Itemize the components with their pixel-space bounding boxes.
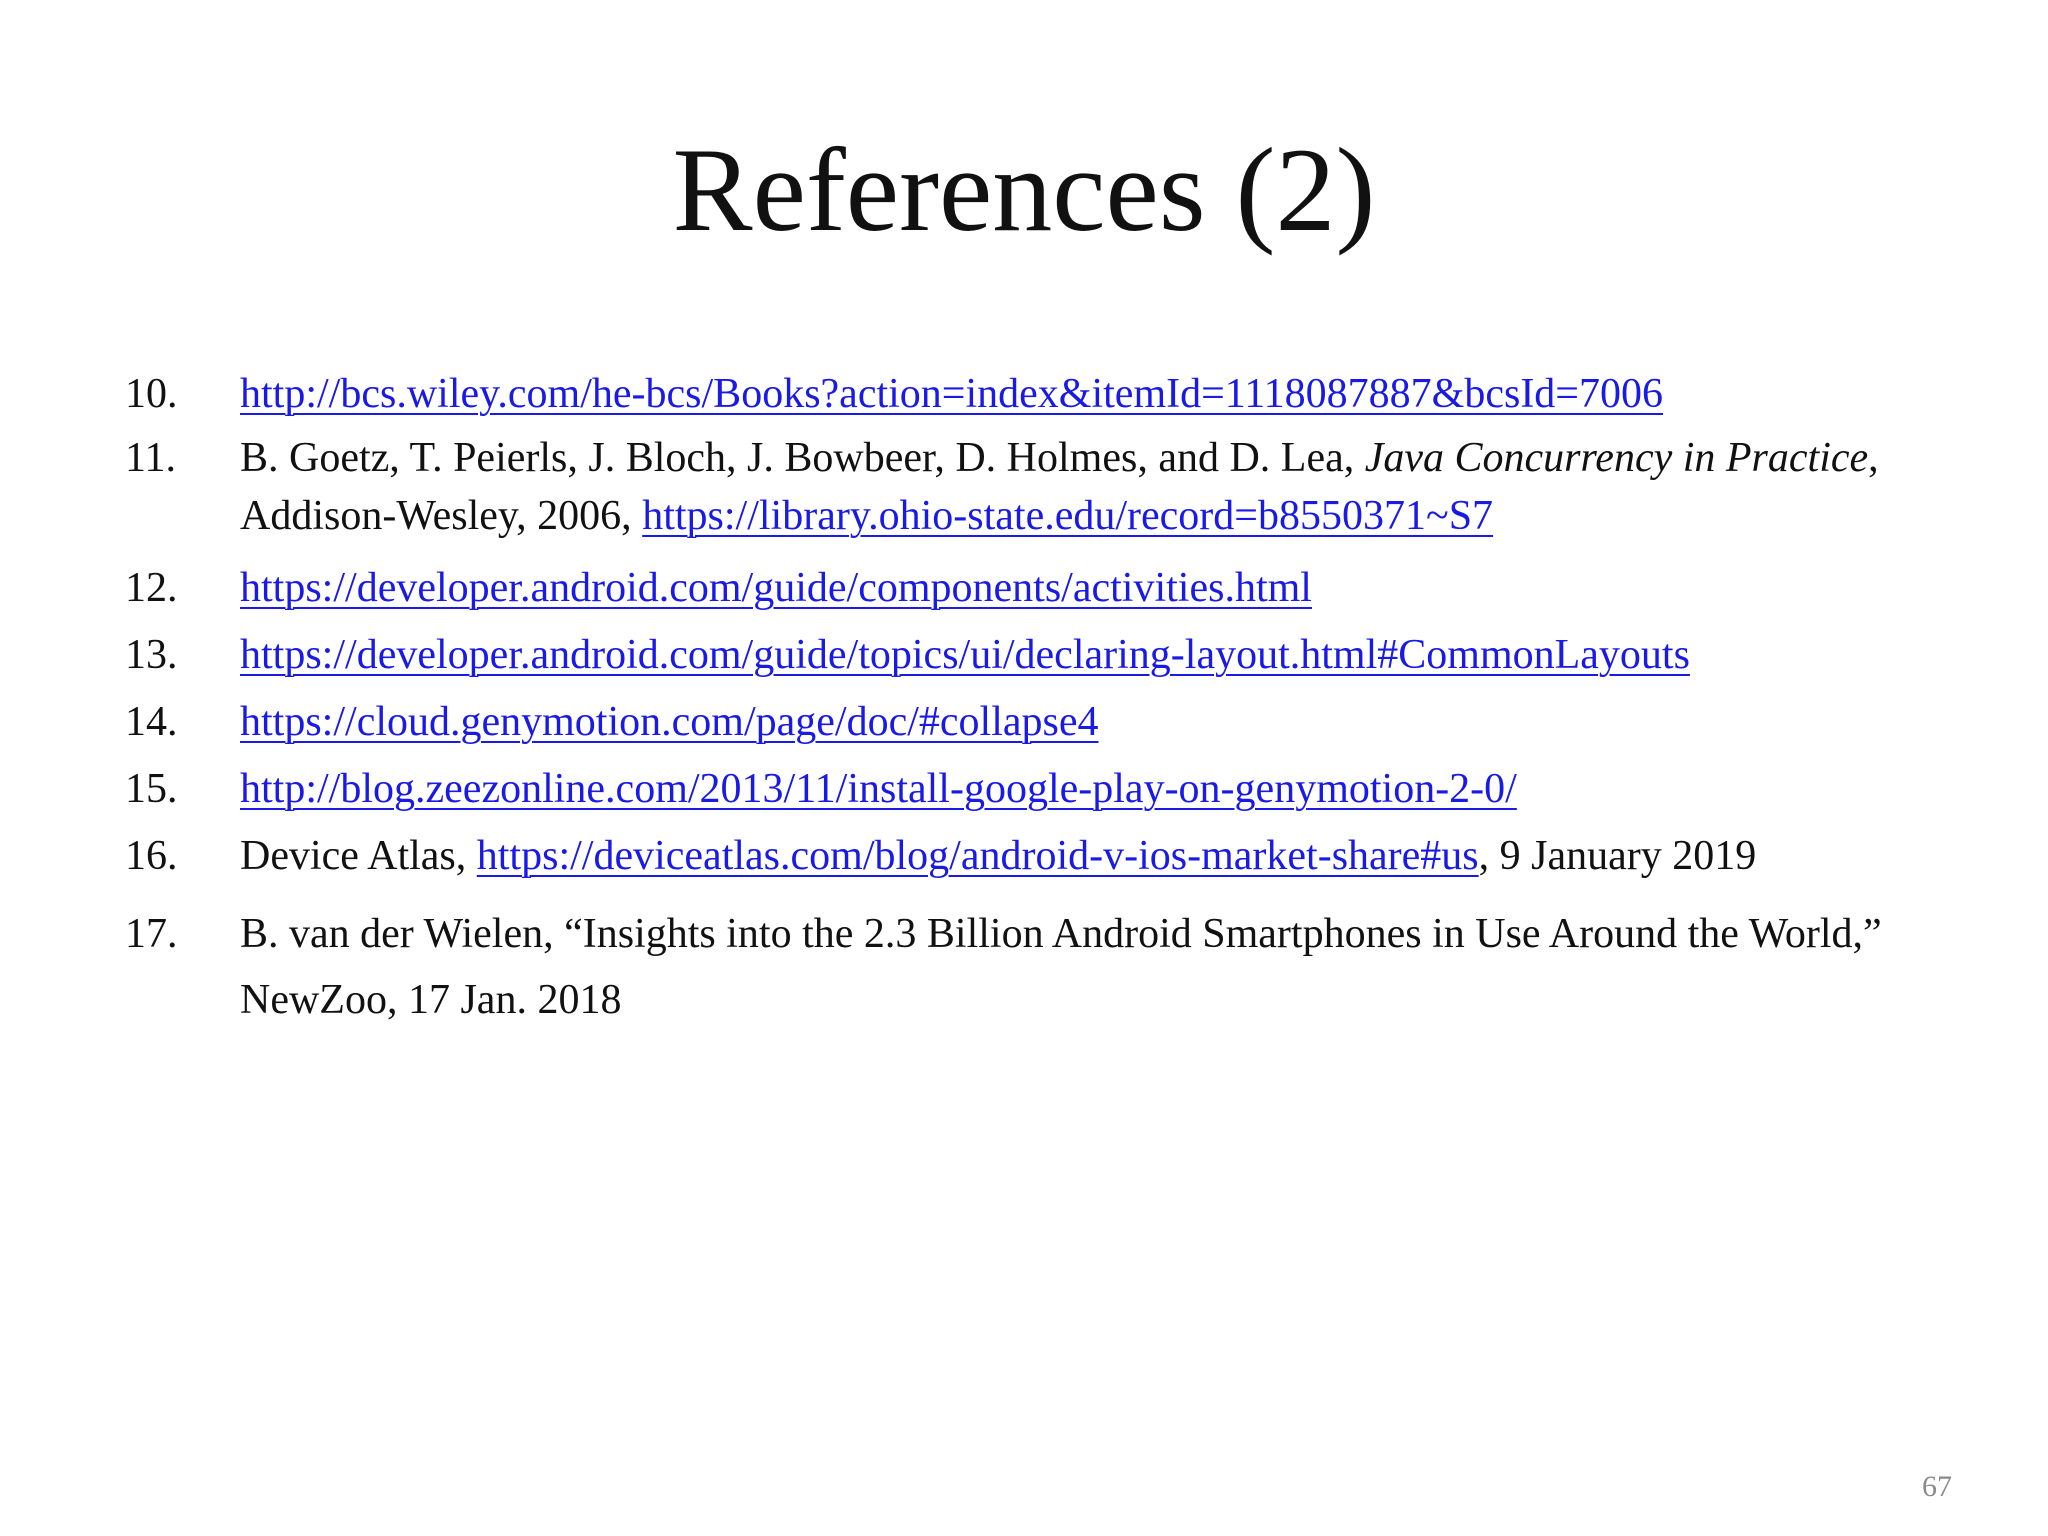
reference-link[interactable]: https://developer.android.com/guide/topics/ui/declaring-layout.html#CommonLayouts xyxy=(240,632,1690,678)
reference-number: 17. xyxy=(125,911,178,957)
reference-list xyxy=(125,365,1985,1033)
reference-link[interactable]: http://blog.zeezonline.com/2013/11/install-google-play-on-genymotion-2-0/ xyxy=(240,766,1517,812)
reference-item-10 xyxy=(125,365,1985,423)
reference-number: 12. xyxy=(125,565,178,611)
reference-number: 16. xyxy=(125,833,178,879)
reference-item-12 xyxy=(125,559,1985,617)
reference-authors: B. Goetz, T. Peierls, J. Bloch, J. Bowbeer, D. Holmes, and D. Lea, xyxy=(240,435,1365,481)
reference-link[interactable]: https://cloud.genymotion.com/page/doc/#collapse4 xyxy=(240,699,1099,745)
slide-title: References (2) xyxy=(672,123,1376,256)
reference-link[interactable]: https://deviceatlas.com/blog/android-v-ios-market-share#us xyxy=(476,833,1479,879)
reference-number: 14. xyxy=(125,699,178,745)
reference-number: 11. xyxy=(125,435,176,481)
reference-link[interactable]: https://library.ohio-state.edu/record=b8550371~S7 xyxy=(642,493,1494,539)
reference-item-11 xyxy=(125,429,1985,545)
reference-publisher: , Addison-Wesley, 2006, xyxy=(240,435,1879,539)
reference-number: 10. xyxy=(125,371,178,417)
reference-item-15 xyxy=(125,760,1985,818)
reference-item-16 xyxy=(125,827,1985,885)
reference-number: 13. xyxy=(125,632,178,678)
reference-link[interactable]: https://developer.android.com/guide/components/activities.html xyxy=(240,565,1312,611)
reference-item-17 xyxy=(125,901,1985,1033)
reference-source: Device Atlas, xyxy=(240,833,477,879)
reference-item-13 xyxy=(125,626,1985,684)
reference-item-14 xyxy=(125,693,1985,751)
reference-number: 15. xyxy=(125,766,178,812)
reference-date: , 9 January 2019 xyxy=(1478,833,1757,879)
reference-link[interactable]: http://bcs.wiley.com/he-bcs/Books?action=index&itemId=1118087887&bcsId=7006 xyxy=(240,371,1663,417)
reference-book-title: Java Concurrency in Practice xyxy=(1364,435,1869,481)
reference-text: B. van der Wielen, “Insights into the 2.3 Billion Android Smartphones in Use Around the World,” NewZoo, 17 Jan. 2018 xyxy=(240,911,1882,1023)
page-number: 67 xyxy=(1922,1470,1952,1503)
